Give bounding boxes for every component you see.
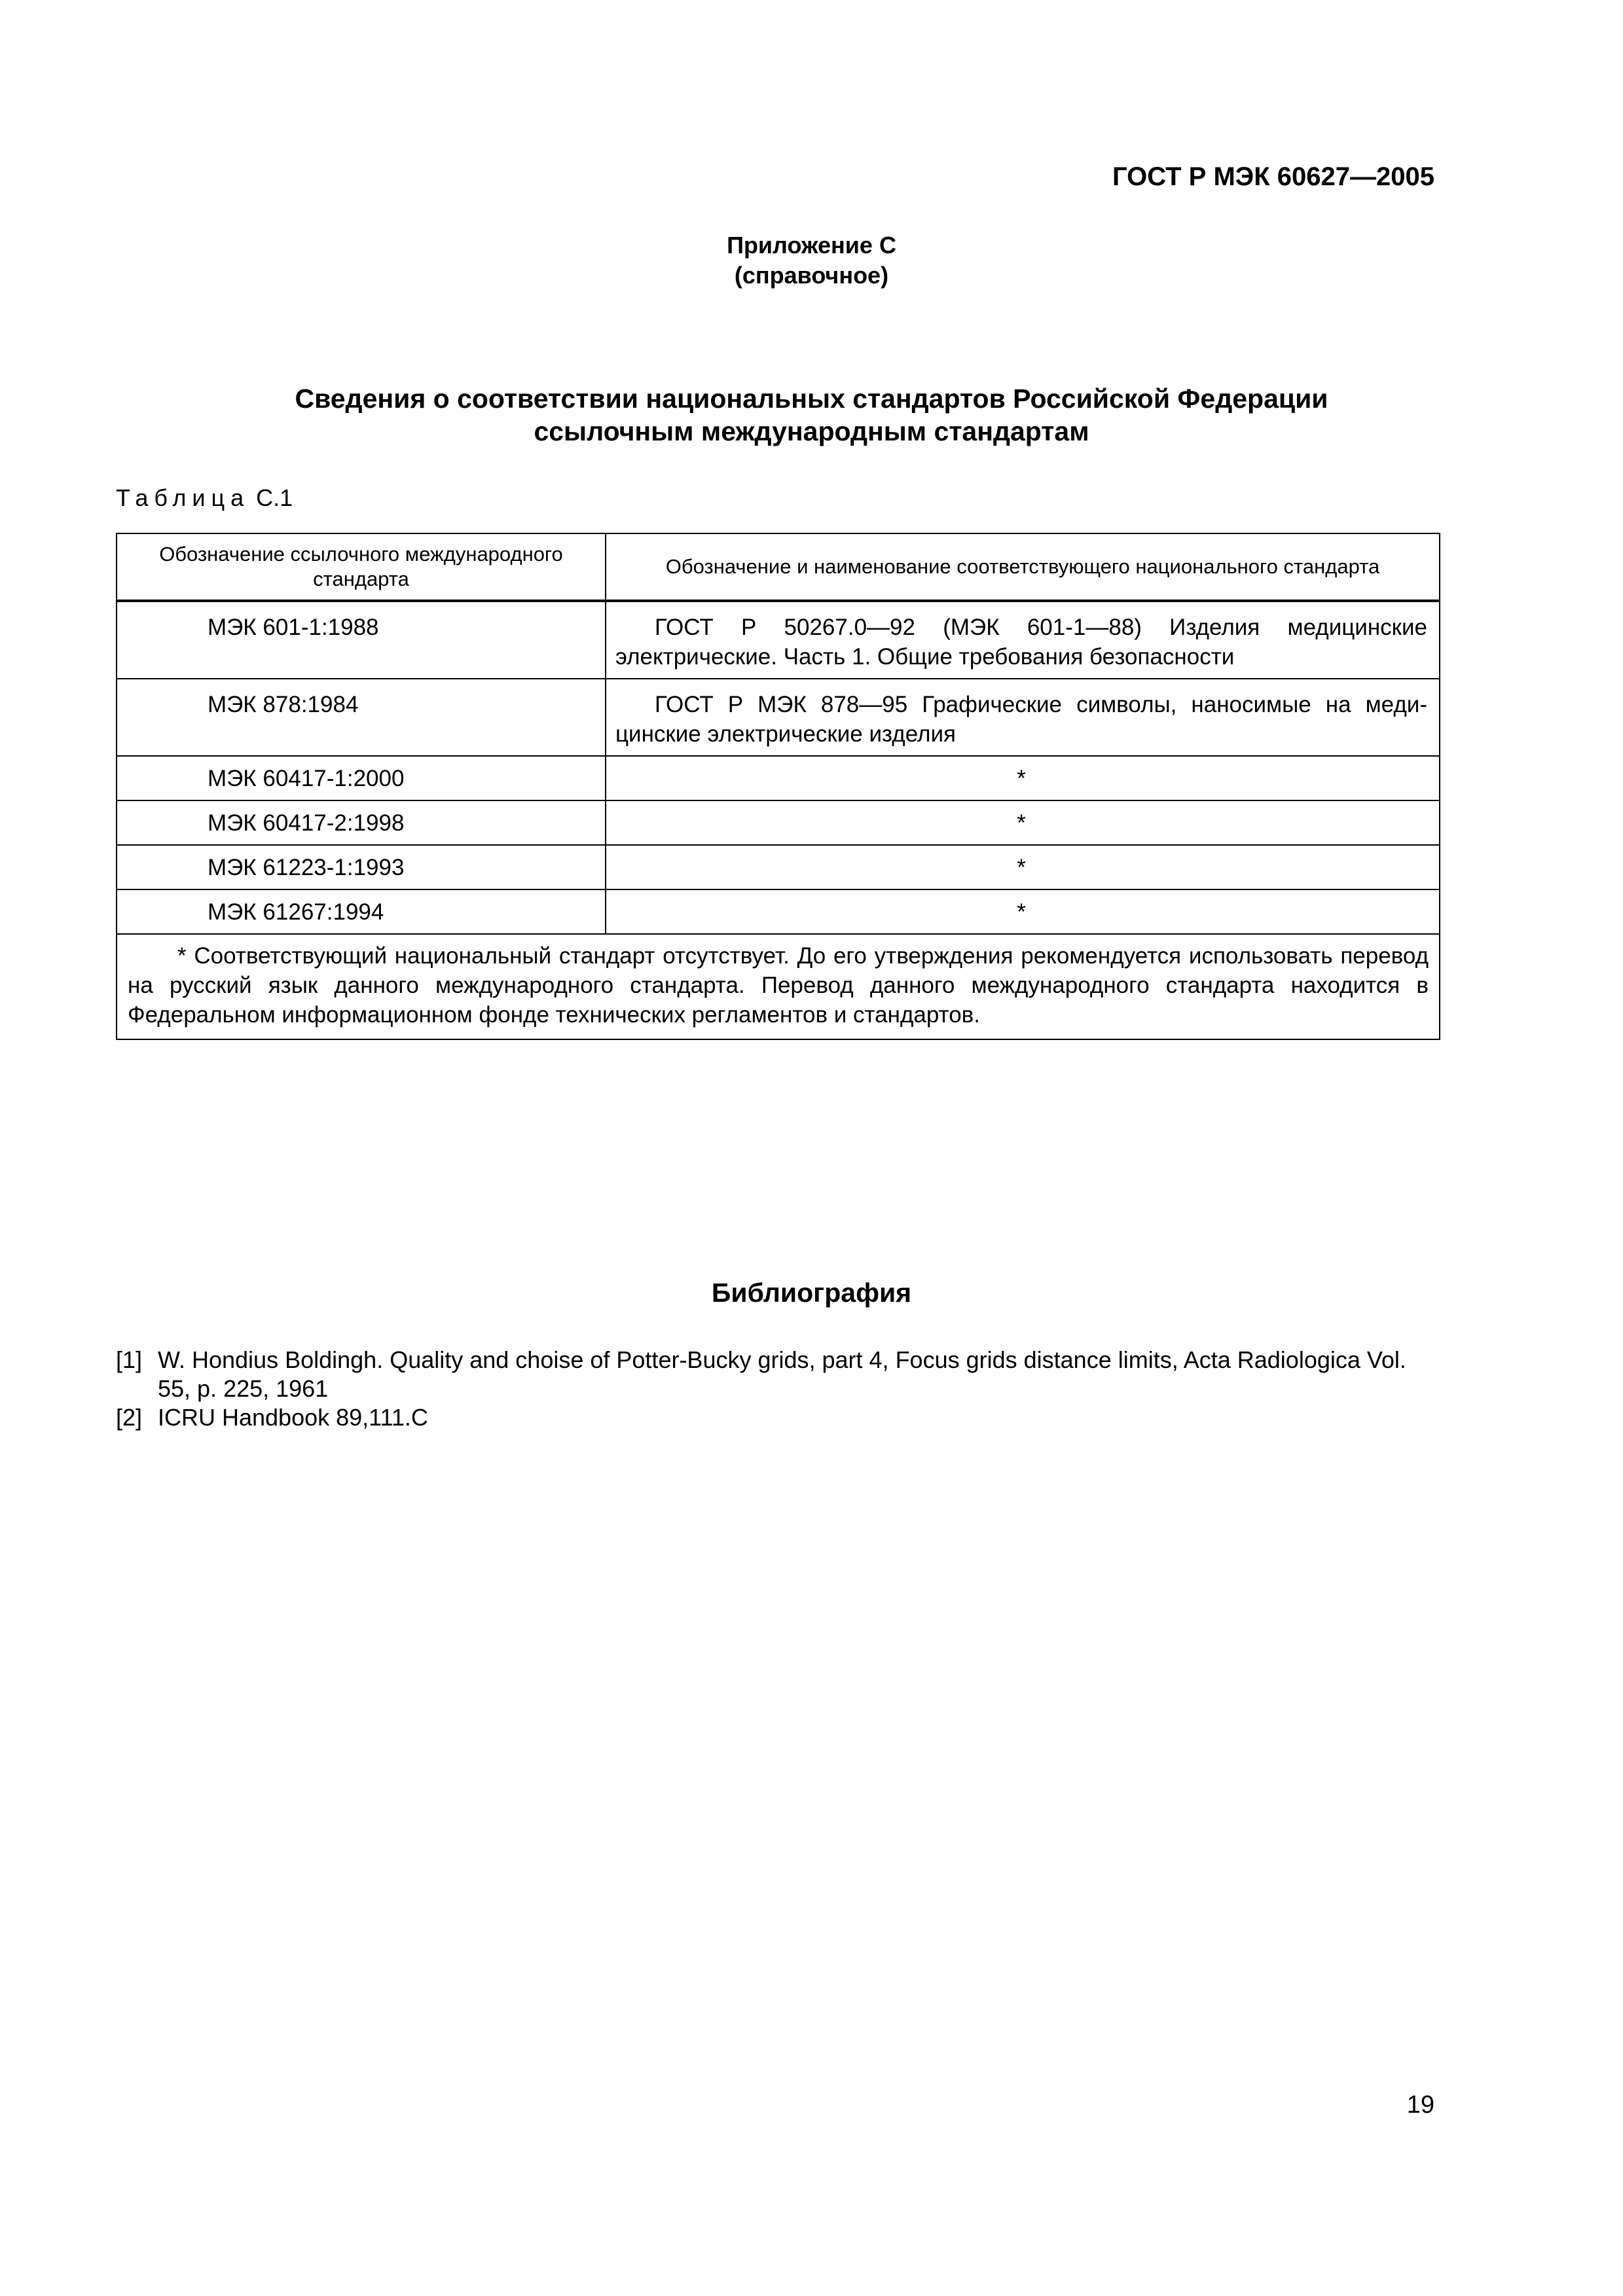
bibliography-title: Библиография (711, 1278, 912, 1308)
appendix-title: Приложение С (727, 232, 896, 259)
national-standard-cell: * (606, 889, 1440, 934)
table-header-row (117, 533, 1440, 601)
bibliography-item (116, 1403, 1440, 1432)
national-standard-cell: * (606, 845, 1440, 889)
header-intl-standard: Обозначение ссылочного международного стандарта (117, 533, 606, 601)
bibliography-number: [1] (116, 1346, 143, 1373)
document-code: ГОСТ Р МЭК 60627—2005 (1112, 162, 1434, 191)
national-standard-cell: * (606, 800, 1440, 845)
bibliography-text: ICRU Handbook 89,111.C (158, 1404, 428, 1431)
table-row (117, 601, 1440, 679)
table-caption-number: С.1 (256, 484, 293, 511)
header-national-standard: Обозначение и наименование соответствующего национального стандарта (606, 533, 1440, 601)
table-row (117, 800, 1440, 845)
intl-standard-cell: МЭК 60417-1:2000 (117, 756, 606, 800)
national-standard-text: ГОСТ Р 50267.0—92 (МЭК 601-1—88) Изделия медицинские электрические. Часть 1. Общие требования безопасности (615, 615, 1427, 670)
intl-standard-cell: МЭК 878:1984 (117, 679, 606, 756)
page-number: 19 (1406, 2091, 1434, 2119)
national-standard-text: ГОСТ Р МЭК 878—95 Графические символы, наносимые на медицинские электрические изделия (615, 692, 1427, 747)
national-standard-cell (606, 679, 1440, 756)
table-row (117, 845, 1440, 889)
section-title (0, 382, 1623, 448)
intl-standard-cell: МЭК 61267:1994 (117, 889, 606, 934)
table-caption (116, 484, 293, 512)
national-standard-cell: * (606, 756, 1440, 800)
intl-standard-cell: МЭК 60417-2:1998 (117, 800, 606, 845)
intl-standard-cell: МЭК 61223-1:1993 (117, 845, 606, 889)
bibliography-text: W. Hondius Boldingh. Quality and choise of Potter-Bucky grids, part 4, Focus grids distance limits, Acta Radiologica Vol. 55, p. 225, 1961 (158, 1346, 1406, 1402)
appendix-subtitle: (справочное) (734, 262, 889, 289)
bibliography-list (116, 1346, 1440, 1432)
table-caption-word: Таблица (116, 484, 250, 511)
table-row (117, 679, 1440, 756)
bibliography-number: [2] (116, 1404, 143, 1431)
bibliography-item (116, 1346, 1440, 1403)
national-standard-cell (606, 601, 1440, 679)
standards-correspondence-table (116, 533, 1440, 1040)
table-row (117, 889, 1440, 934)
table-note-row (117, 934, 1440, 1039)
section-title-line-2: ссылочным международным стандартам (534, 416, 1089, 446)
table-footnote: * Соответствующий национальный стандарт отсутствует. До его утверждения рекомендуется использовать перевод на русский язык данного международного стандарта. Перевод данного международного стандарта находится в Федеральном информационном фонде технических регламентов и стандартов. (117, 934, 1440, 1039)
appendix-heading (0, 230, 1623, 291)
intl-standard-cell: МЭК 601-1:1988 (117, 601, 606, 679)
section-title-line-1: Сведения о соответствии национальных стандартов Российской Федерации (295, 384, 1328, 414)
table-row (117, 756, 1440, 800)
